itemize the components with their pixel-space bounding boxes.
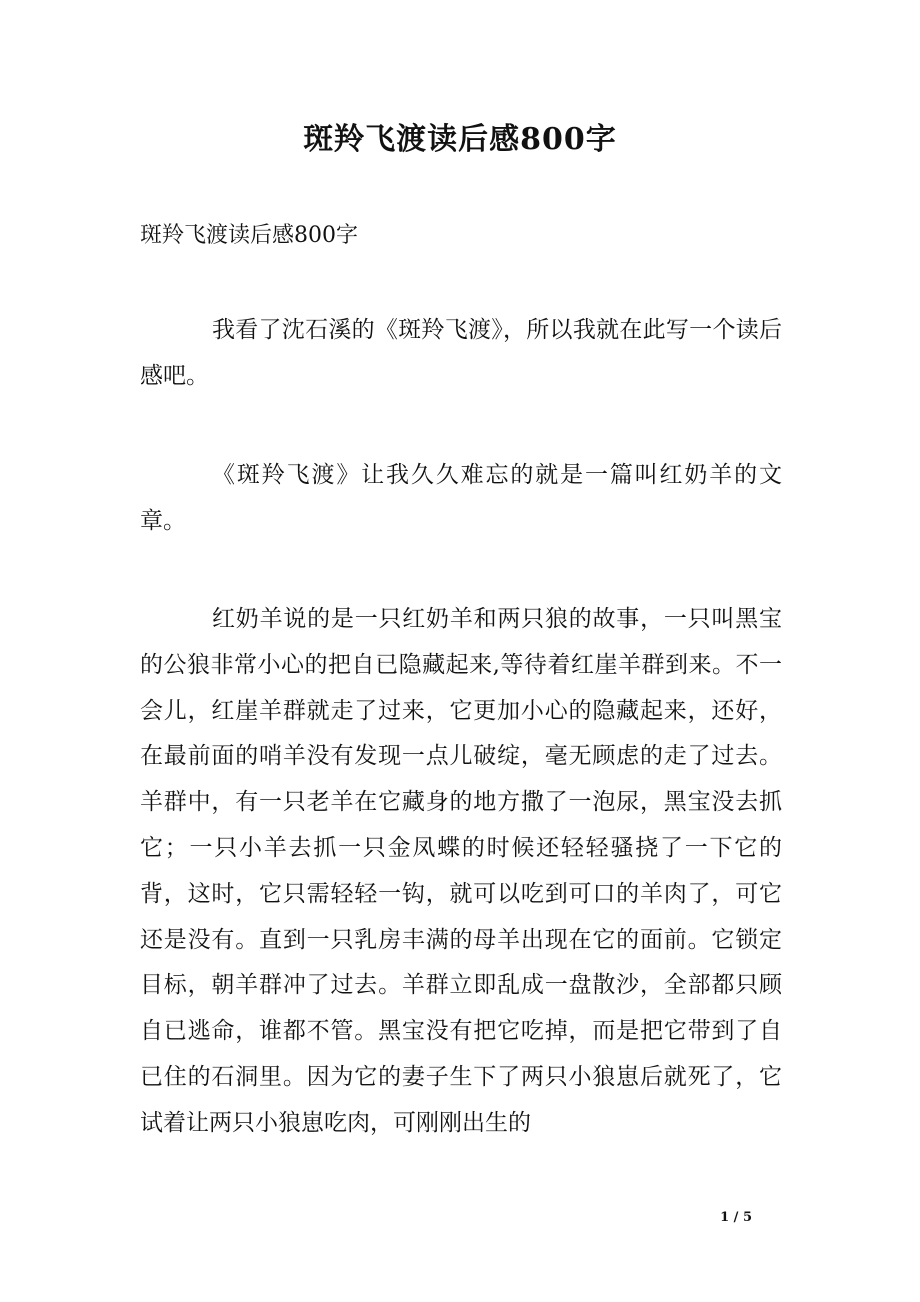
page-number: 1 / 5 [720,1210,752,1225]
paragraph-1: 我看了沈石溪的《斑羚飞渡》，所以我就在此写一个读后感吧。 [140,317,782,389]
document-subtitle: 斑羚飞渡读后感800字 [140,223,358,248]
paragraph-2: 《斑羚飞渡》让我久久难忘的就是一篇叫红奶羊的文章。 [140,462,782,534]
document-title: 斑羚飞渡读后感800字 [303,122,617,157]
paragraph-3: 红奶羊说的是一只红奶羊和两只狼的故事，一只叫黑宝的公狼非常小心的把自已隐藏起来,等待着红崖羊群到来。不一会儿，红崖羊群就走了过来，它更加小心的隐藏起来，还好，在最前面的哨羊没有发现一点儿破绽，毫无顾虑的走了过去。羊群中，有一只老羊在它藏身的地方撒了一泡尿，黑宝没去抓它；一只小羊去抓一只金凤蝶的时候还轻轻骚挠了一下它的背，这时，它只需轻轻一钩，就可以吃到可口的羊肉了，可它还是没有。直到一只乳房丰满的母羊出现在它的面前。它锁定目标，朝羊群冲了过去。羊群立即乱成一盘散沙，全部都只顾自已逃命，谁都不管。黑宝没有把它吃掉，而是把它带到了自已住的石洞里。因为它的妻子生下了两只小狼崽后就死了，它试着让两只小狼崽吃肉，可刚刚出生的 [140,606,782,1136]
